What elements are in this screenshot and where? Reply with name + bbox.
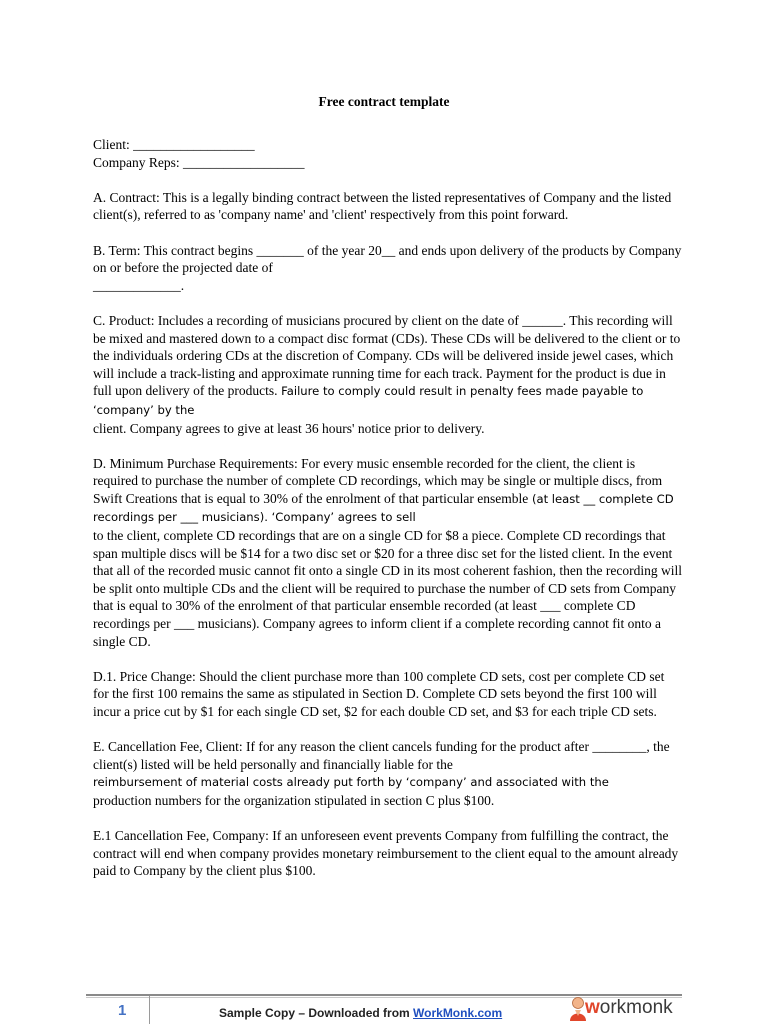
section-e-reimbursement-text: reimbursement of material costs already put forth by ‘company’ and associated with the bbox=[93, 775, 609, 790]
footer-source-note bbox=[219, 1006, 549, 1020]
section-a-contract: A. Contract: This is a legally binding contract between the listed representatives of Company and the listed client(s), referred to as 'company name' and 'client' respectively from this point forward. bbox=[93, 189, 672, 223]
section-b-term bbox=[93, 242, 683, 295]
logo-rest: orkmonk bbox=[599, 997, 673, 1018]
section-e-text: E. Cancellation Fee, Client: If for any reason the client cancels funding for the product after ________, the client(s) listed will be held personally and financially liable for the bbox=[93, 739, 670, 772]
section-d-pricing-text: to the client, complete CD recordings that are on a single CD for $8 a piece. Complete CD recordings that span multiple discs will be $14 for a two disc set or $20 for a three disc set for the listed client. In the event that all of the recorded music cannot fit onto a single CD in its most coherent fashion, then the recording will be split onto multiple CDs and the client will be required to purchase the number of CD sets from Company that is equal to 30% of the enrolment of that particular ensemble recorded (at least ___ complete CD recordings per ___ musicians). Company agrees to inform client if a complete recording cannot fit onto a single CD. bbox=[93, 528, 682, 649]
section-b-text: B. Term: This contract begins _______ of the year 20__ and ends upon delivery of the products by Company on or before the projected date of bbox=[93, 242, 682, 276]
section-c-penalty-text: Failure to comply could result in penalty fees made payable to ‘company’ by the bbox=[93, 384, 644, 417]
company-reps-line: Company Reps: __________________ bbox=[93, 154, 305, 170]
footer-divider bbox=[149, 996, 150, 1024]
contract-body bbox=[93, 136, 683, 898]
section-d-quantity-text: (at least __ complete CD recordings per ___ musicians). ‘Company’ agrees to sell bbox=[93, 491, 674, 525]
document-title: Free contract template bbox=[318, 94, 450, 109]
client-line: Client: __________________ bbox=[93, 137, 255, 152]
section-e-cancellation-client bbox=[93, 738, 683, 809]
section-c-notice-text: client. Company agrees to give at least 36 hours' notice prior to delivery. bbox=[93, 420, 485, 436]
section-e1-cancellation-company: E.1 Cancellation Fee, Company: If an unforeseen event prevents Company from fulfilling the contract, the contract will end when company provides monetary reimbursement to the client equal to the amount already paid to Company by the client plus $100. bbox=[93, 828, 679, 879]
section-b-date-blank: _____________. bbox=[93, 277, 185, 293]
footer-source-text: Sample Copy – Downloaded from bbox=[219, 1006, 414, 1020]
workmonk-logo[interactable] bbox=[567, 996, 682, 1022]
section-d-minimum-purchase bbox=[93, 455, 683, 651]
logo-w: w bbox=[585, 997, 600, 1018]
section-d1-price-change: D.1. Price Change: Should the client purchase more than 100 complete CD sets, cost per complete CD set for the first 100 remains the same as stipulated in Section D. Complete CD sets beyond the first 100 will incur a price cut by $1 for each single CD set, $2 for each double CD set, and $3 for each triple CD sets. bbox=[93, 668, 665, 719]
section-c-text: C. Product: Includes a recording of musicians procured by client on the date of ______. This recording will be mixed and mastered down to a compact disc format (CDs). These CDs will be delivered to the client or to the individuals ordering CDs at the discretion of Company. CDs will be delivered inside jewel cases, which will include a track-listing and approximate running time for each track. Payment for the product is due in full upon delivery of the products. bbox=[93, 312, 681, 399]
page-number: 1 bbox=[118, 1002, 127, 1019]
workmonk-link[interactable]: WorkMonk.com bbox=[413, 1006, 503, 1020]
logo-wordmark bbox=[585, 997, 673, 1019]
section-d-text: D. Minimum Purchase Requirements: For every music ensemble recorded for the client, the client is required to purchase the number of complete CD recordings, which may be single or multiple discs, from Swift Creations that is equal to 30% of the enrolment of that particular ensemble bbox=[93, 455, 663, 506]
section-e-production-text: production numbers for the organization stipulated in section C plus $100. bbox=[93, 792, 495, 808]
section-c-product bbox=[93, 312, 683, 437]
